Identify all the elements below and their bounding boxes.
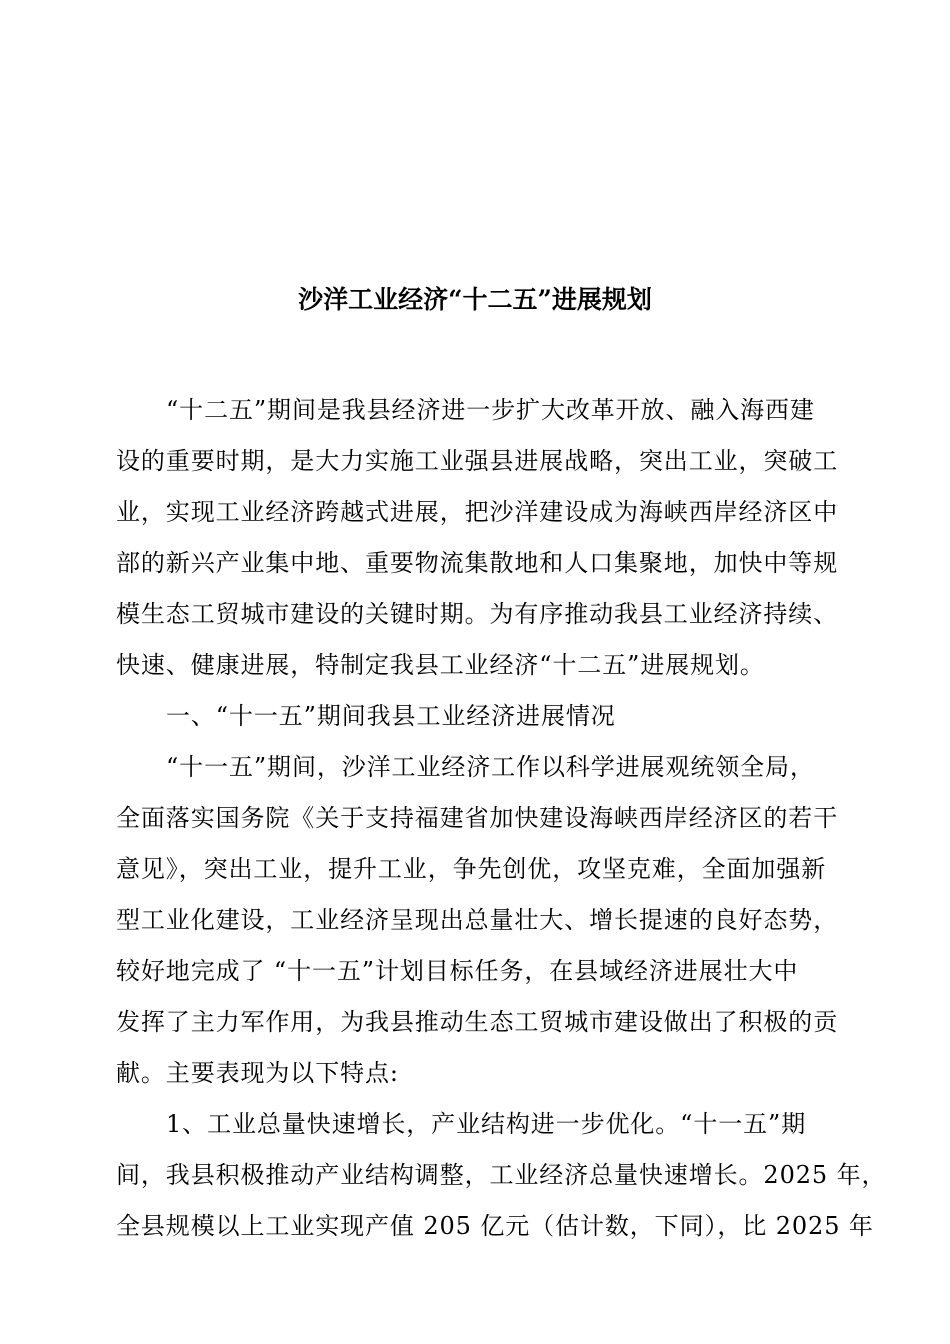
paragraph-line: 发挥了主力军作用，为我县推动生态工贸城市建设做出了积极的贡: [116, 1008, 839, 1036]
paragraph-line: 意见》，突出工业，提升工业，争先创优，攻坚克难，全面加强新: [116, 855, 827, 883]
paragraph-line: “十二五”期间是我县经济进一步扩大改革开放、融入海西建: [166, 396, 815, 424]
paragraph-line: 业，实现工业经济跨越式进展，把沙洋建设成为海峡西岸经济区中: [116, 498, 839, 526]
paragraph-line: “十一五”期间，沙洋工业经济工作以科学进展观统领全局，: [166, 753, 815, 781]
document-title: 沙洋工业经济“十二五”进展规划: [298, 285, 652, 314]
paragraph-line: 设的重要时期，是大力实施工业强县进展战略，突出工业，突破工: [116, 447, 839, 475]
paragraph-line: 全面落实国务院《关于支持福建省加快建设海峡西岸经济区的若干: [116, 804, 839, 832]
paragraph-line: 快速、健康进展，特制定我县工业经济“十二五”进展规划。: [116, 651, 765, 679]
paragraph-line: 型工业化建设，工业经济呈现出总量壮大、增长提速的良好态势，: [116, 906, 839, 934]
paragraph-line: 较好地完成了 “十一五”计划目标任务，在县域经济进展壮大中: [116, 957, 799, 985]
paragraph-line: 模生态工贸城市建设的关键时期。为有序推动我县工业经济持续、: [116, 600, 839, 628]
paragraph-line: 献。主要表现为以下特点:: [116, 1059, 399, 1087]
section-heading: 一、“十一五”期间我县工业经济进展情况: [166, 702, 616, 730]
paragraph-line: 1、工业总量快速增长，产业结构进一步优化。“十一五”期: [166, 1110, 807, 1138]
paragraph-line: 部的新兴产业集中地、重要物流集散地和人口集聚地，加快中等规: [116, 549, 839, 577]
paragraph-line: 全县规模以上工业实现产值 205 亿元（估计数，下同），比 2025 年: [116, 1212, 874, 1240]
paragraph-line: 间，我县积极推动产业结构调整，工业经济总量快速增长。2025 年，: [116, 1161, 887, 1189]
